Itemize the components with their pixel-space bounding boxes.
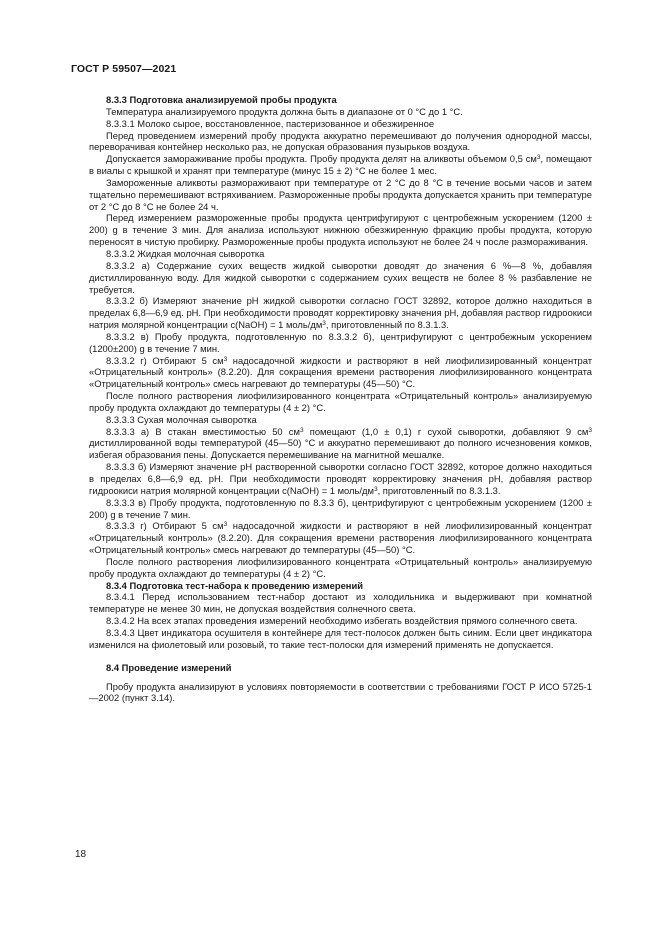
text: дистиллированной воды температурой (45—50) °С и аккуратно перемешивают до полного исчезновения комков, избегая образования пены. Допускается перемешивание на магнитной мешалке. (89, 437, 592, 461)
paragraph: 8.3.3.3 в) Пробу продукта, подготовленную по 8.3.3 б), центрифугируют с центробежным ускорением (1200 ± 200) g в течение 7 мин. (89, 496, 592, 520)
paragraph (89, 355, 592, 391)
superscript: 3 (373, 485, 378, 493)
paragraph (89, 520, 592, 556)
text: , приготовленный по 8.3.1.3. (377, 484, 501, 496)
paragraph: 8.3.3.2 в) Пробу продукта, подготовленную по 8.3.3.2 б), центрифугируют с центробежным ускорением (1200±200) g в течение 7 мин. (89, 330, 592, 354)
text: , помещают в виалы с крышкой и хранят при температуре (минус 15 ± 2) °С не более 1 мес. (89, 153, 592, 177)
superscript: 3 (299, 426, 304, 434)
subsection-title: 8.3.3.1 Молоко сырое, восстановленное, пастеризованное и обезжиренное (106, 117, 435, 129)
section-heading: 8.4 Проведение измерений (106, 661, 232, 673)
paragraph: Температура анализируемого продукта должна быть в диапазоне от 0 °С до 1 °С. (106, 105, 463, 117)
text: Допускается замораживание пробы продукта. Пробу продукта делят на аликвоты объемом 0,5 см (106, 153, 537, 165)
superscript: 3 (536, 154, 541, 162)
paragraph: 8.3.4.3 Цвет индикатора осушителя в контейнере для тест-полосок должен быть синим. Если цвет индикатора изменился на фиолетовый или розовый, то такие тест-полоски для измерений применять не допускается. (89, 626, 592, 650)
page-number: 18 (75, 849, 87, 860)
superscript: 3 (223, 521, 228, 529)
paragraph: Перед проведением измерений пробу продукта аккуратно перемешивают до получения однородной массы, переворачивая контейнер несколько раз, не допуская образования пузырьков воздуха. (89, 129, 592, 153)
paragraph: 8.3.3.2 а) Содержание сухих веществ жидкой сыворотки доводят до значения 6 %—8 %, добавляя дистиллированную воду. Для жидкой сыворотки с содержанием сухих веществ не более 8 % разбавление не требуется. (89, 259, 592, 295)
text: 8.3.3.3 б) Измеряют значение рН растворенной сыворотки согласно ГОСТ 32892, которое должно находиться в пределах 6,8—6,9 ед. рН. При необходимости проводят корректировку значения рН, добавляя раствор гидроокиси натрия молярной концентрации c(NaOH) = 1 моль/дм (89, 461, 592, 496)
text: помещают (1,0 ± 0,1) г сухой сыворотки, добавляют 9 см (303, 425, 589, 437)
text: надосадочной жидкости и растворяют в ней лиофилизированный концентрат «Отрицательный контроль» (8.2.20). Для сокращения времени растворения лиофилизированного концентрата «Отрицательный контроль» смесь нагревают до температуры (45—50) °С. (89, 354, 593, 390)
paragraph: Замороженные аликвоты размораживают при температуре от 2 °С до 8 °С в течение восьми часов и затем тщательно перемешивают встряхиванием. Размороженные пробы продукта допускается хранить при температуре от 2 °С до 8 °С не более 24 ч. (89, 176, 592, 212)
text: надосадочной жидкости и растворяют в ней лиофилизированный концентрат «Отрицательный контроль» (8.2.20). Для сокращения времени растворения лиофилизированного концентрата «Отрицательный контроль» смесь нагревают до температуры (45—50) °С. (89, 520, 593, 556)
paragraph: После полного растворения лиофилизированного концентрата «Отрицательный контроль» анализируемую пробу продукта охлаждают до температуры (4 ± 2) °С. (89, 555, 592, 579)
paragraph: 8.3.4.2 На всех этапах проведения измерений необходимо избегать воздействия прямого солнечного света. (106, 615, 578, 627)
paragraph: Пробу продукта анализируют в условиях повторяемости в соответствии с требованиями ГОСТ Р ИСО 5725-1—2002 (пункт 3.14). (89, 680, 592, 704)
text: 8.3.3.3 а) В стакан вместимостью 50 см (106, 425, 300, 437)
document-header: ГОСТ Р 59507—2021 (71, 63, 177, 75)
section-heading: 8.3.3 Подготовка анализируемой пробы продукта (106, 94, 337, 105)
paragraph (89, 295, 592, 331)
superscript: 3 (588, 426, 592, 434)
section-heading: 8.3.4 Подготовка тест-набора к проведению измерений (106, 579, 363, 591)
subsection-title: 8.3.3.3 Сухая молочная сыворотка (106, 413, 257, 425)
paragraph: После полного растворения лиофилизированного концентрата «Отрицательный контроль» анализируемую пробу продукта охлаждают до температуры (4 ± 2) °С. (89, 390, 592, 413)
paragraph: 8.3.4.1 Перед использованием тест-набор достают из холодильника и выдерживают при комнатной температуре не менее 30 мин, не допуская воздействия солнечного света. (89, 591, 592, 615)
superscript: 3 (223, 355, 228, 363)
subsection-title: 8.3.3.2 Жидкая молочная сыворотка (106, 247, 265, 259)
superscript: 3 (322, 320, 326, 328)
text: 8.3.3.3 г) Отбирают 5 см (106, 520, 224, 532)
text: 8.3.3.2 б) Измеряют значение рН жидкой сыворотки согласно ГОСТ 32892, которое должно находиться в пределах 6,8—6,9 ед. рН. При необходимости проводят корректировку значения рН, добавляя раствор гидроокиси натрия молярной концентрации c(NaOH) = 1 моль/дм (89, 295, 592, 331)
paragraph (89, 153, 592, 177)
paragraph: Перед измерением размороженные пробы продукта центрифугируют с центробежным ускорением (1200 ± 200) g в течение 3 мин. Для анализа используют нижнюю обезжиренную фракцию пробы продукта, которую переносят в чистую пробирку. Размороженные пробы продукта используют не более 24 ч после размораживания. (89, 212, 592, 248)
text: 8.3.3.2 г) Отбирают 5 см (106, 354, 224, 366)
paragraph (89, 426, 592, 462)
document-body (89, 94, 592, 704)
text: , приготовленный по 8.3.1.3. (325, 319, 449, 331)
paragraph (89, 461, 592, 497)
